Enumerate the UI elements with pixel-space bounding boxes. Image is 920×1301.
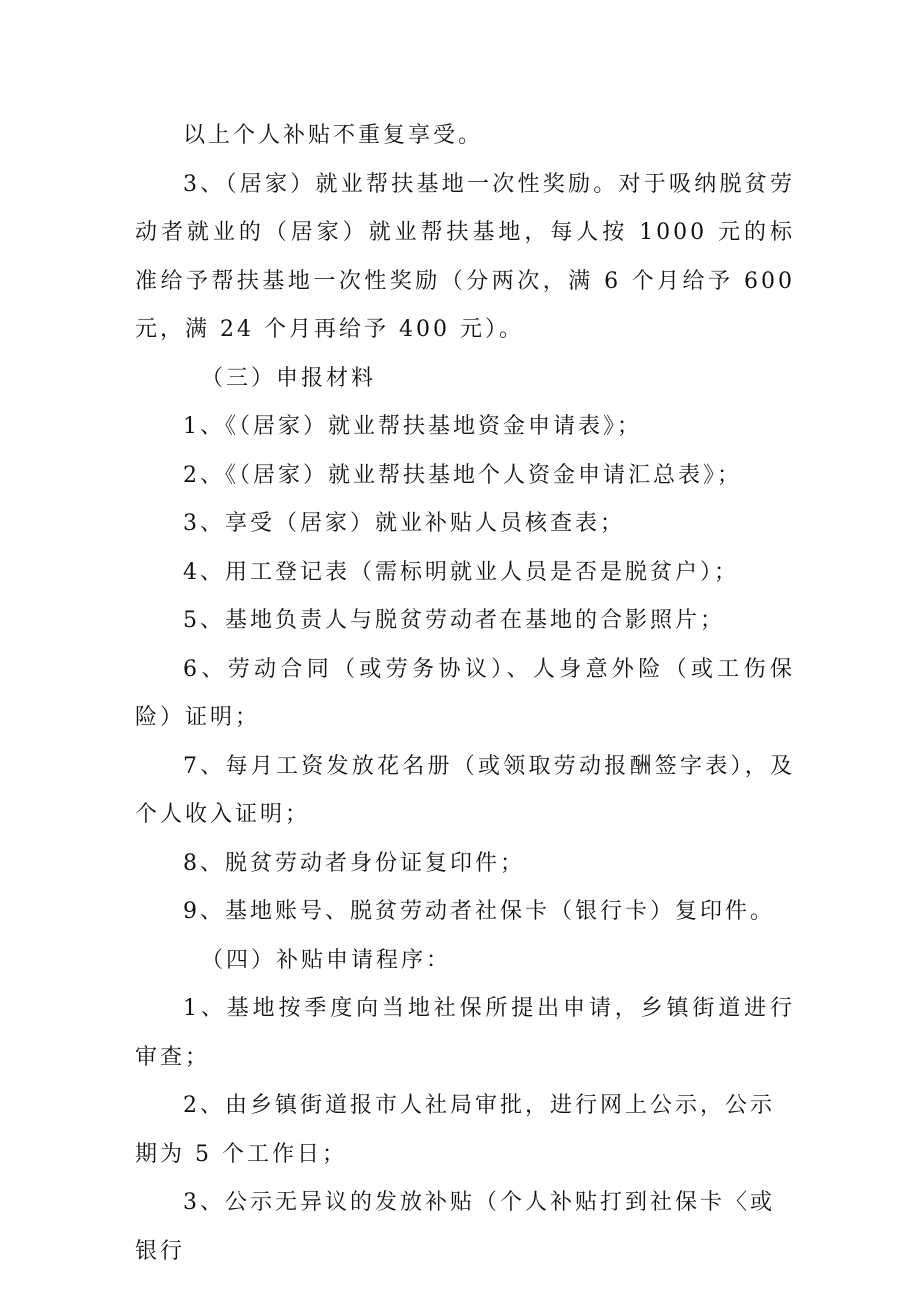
material-item-4: 4、用工登记表（需标明就业人员是否是脱贫户）； [183, 559, 739, 585]
section-heading-application-materials: （三）申报材料 [201, 365, 377, 391]
material-item-5: 5、基地负责人与脱贫劳动者在基地的合影照片； [183, 608, 725, 633]
material-item-6: 6、劳动合同（或劳务协议）、人身意外险（或工伤保险）证明； [135, 656, 795, 730]
paragraph-no-duplicate-subsidy: 以上个人补贴不重复享受。 [183, 123, 484, 148]
material-item-1: 1、《（居家）就业帮扶基地资金申请表》； [183, 414, 642, 439]
document-body [135, 112, 795, 1276]
paragraph-base-one-time-reward: 3、（居家）就业帮扶基地一次性奖励。对于吸纳脱贫劳动者就业的（居家）就业帮扶基地，每人按 1000 元的标准给予帮扶基地一次性奖励（分两次，满 6 个月给予 600 元，满 24 个月再给予 400 元）。 [135, 171, 795, 342]
material-item-7: 7、每月工资发放花名册（或领取劳动报酬签字表），及个人收入证明； [135, 753, 795, 827]
material-item-2: 2、《（居家）就业帮扶基地个人资金申请汇总表》； [183, 462, 742, 488]
procedure-step-3: 3、公示无异议的发放补贴（个人补贴打到社保卡〈或银行 [135, 1190, 775, 1264]
procedure-step-2: 2、由乡镇街道报市人社局审批，进行网上公示，公示 [183, 1093, 775, 1118]
material-item-9: 9、基地账号、脱贫劳动者社保卡（银行卡）复印件。 [183, 899, 775, 924]
section-heading-application-procedure: （四）补贴申请程序： [201, 947, 452, 973]
material-item-8: 8、脱贫劳动者身份证复印件； [183, 850, 525, 876]
procedure-step-2-continued: 期为 5 个工作日； [135, 1141, 347, 1167]
material-item-3: 3、享受（居家）就业补贴人员核查表； [183, 511, 625, 536]
procedure-step-1: 1、基地按季度向当地社保所提出申请，乡镇街道进行审查； [135, 996, 795, 1070]
